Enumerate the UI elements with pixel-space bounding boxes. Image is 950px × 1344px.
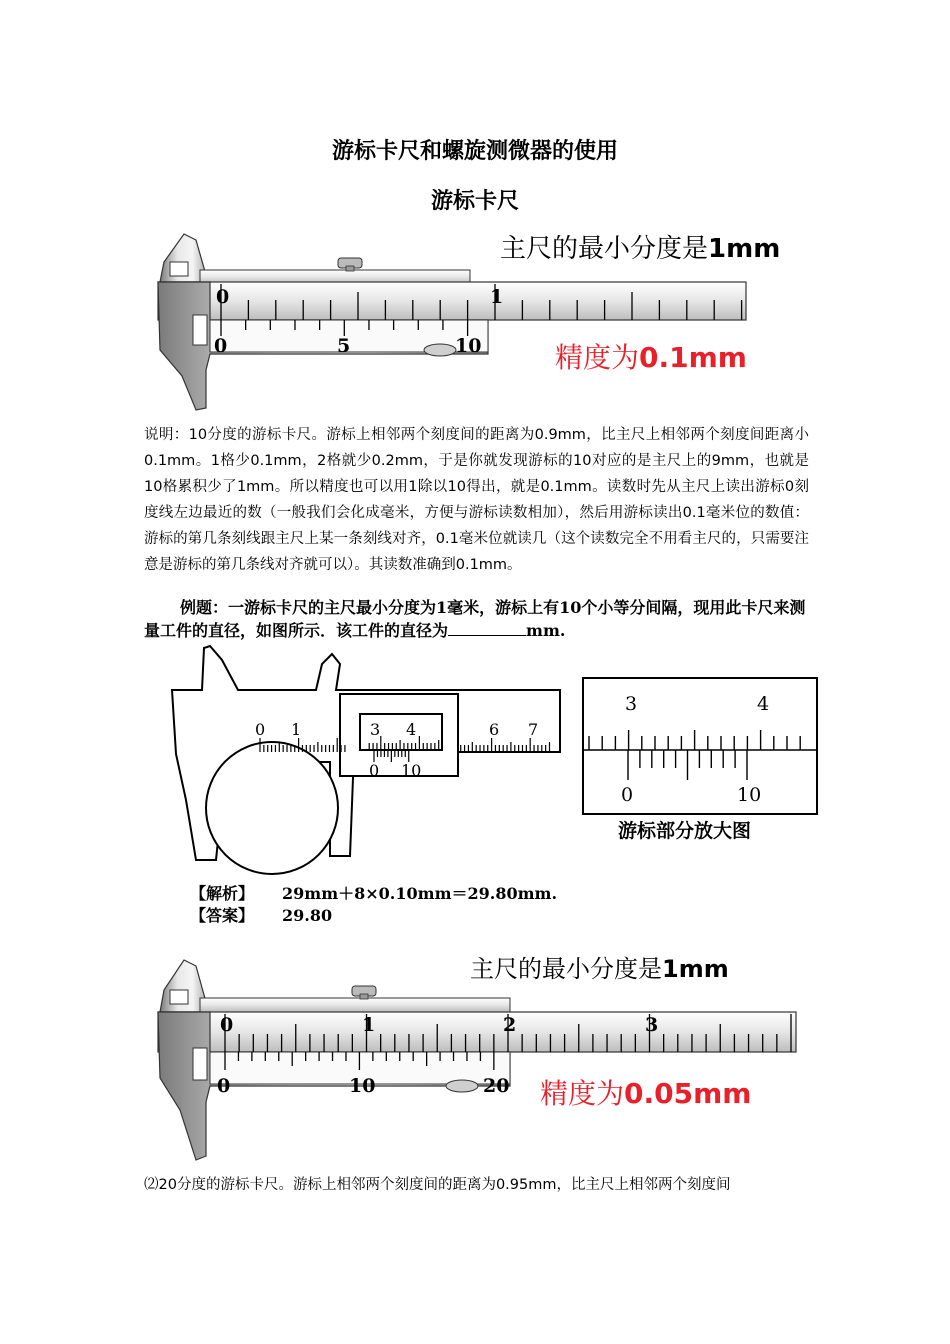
caliper3-body (158, 960, 796, 1160)
zoom-caption: 游标部分放大图 (618, 820, 752, 842)
zoom-vernier-number-10: 10 (737, 784, 762, 806)
example-zoom-view (583, 678, 817, 814)
explanation-paragraph-20-division: ⑵20分度的游标卡尺。游标上相邻两个刻度间的距离为0.95mm，比主尺上相邻两个刻度间 (144, 1177, 731, 1193)
example-vernier-number-0: 0 (369, 761, 380, 780)
analysis-tag: 【解析】 (190, 884, 255, 903)
solution-block (190, 883, 557, 927)
example-question-unit: mm. (526, 621, 566, 640)
caliper3-main-number-1: 1 (362, 1014, 376, 1036)
zoom-main-number-3: 3 (625, 693, 638, 715)
example-caliper-figure (172, 646, 560, 874)
example-main-number-7: 7 (528, 720, 539, 739)
example-main-number-4: 4 (406, 720, 417, 739)
answer-text: 29.80 (282, 906, 333, 925)
analysis-text: 29mm＋8×0.10mm＝29.80mm. (282, 884, 558, 903)
example-main-number-0: 0 (255, 720, 266, 739)
explanation-paragraph-10-division: 说明：10分度的游标卡尺。游标上相邻两个刻度间的距离为0.9mm，比主尺上相邻两个刻度间距离小0.1mm。1格少0.1mm，2格就少0.2mm，于是你就发现游标的10对应的是主尺上的9mm，也就是10格累积少了1mm。所以精度也可以用1除以10得出，就是0.1mm。读数时先从主尺上读出游标0刻度线左边最近的数（一般我们会化成毫米，方便与游标读数相加），然后用游标读出0.1毫米位的数值：游标的第几条刻线跟主尺上某一条刻线对齐，0.1毫米位就读几（这个读数完全不用看主尺的，只需要注意是游标的第几条线对齐就可以）。其读数准确到0.1mm。 (144, 427, 809, 573)
caliper1-main-number-0: 0 (216, 286, 230, 308)
caliper1-vernier-number-0: 0 (214, 335, 228, 357)
zoom-vernier-number-0: 0 (621, 784, 634, 806)
caliper3-precision-label: 精度为0.05mm (540, 1077, 752, 1110)
caliper3-vernier-number-20: 20 (483, 1075, 510, 1097)
example-main-number-6: 6 (489, 720, 500, 739)
caliper1-vernier-number-10: 10 (455, 335, 482, 357)
caliper3-main-scale-label: 主尺的最小分度是1mm (470, 955, 729, 983)
example-question (144, 596, 814, 642)
caliper1-main-scale-label: 主尺的最小分度是1mm (500, 234, 781, 264)
answer-tag: 【答案】 (190, 906, 255, 925)
caliper1-vernier-number-5: 5 (337, 335, 351, 357)
page-title: 游标卡尺和螺旋测微器的使用 (331, 138, 618, 164)
example-vernier-number-10: 10 (401, 761, 422, 780)
example-question-text: 例题：一游标卡尺的主尺最小分度为1毫米，游标上有10个小等分间隔，现用此卡尺来测量工件的直径，如图所示．该工件的直径为 (144, 598, 806, 640)
caliper3-main-number-0: 0 (220, 1014, 234, 1036)
caliper3-vernier-number-0: 0 (217, 1075, 231, 1097)
caliper3-main-number-2: 2 (503, 1014, 517, 1036)
example-main-number-3: 3 (370, 720, 381, 739)
example-main-number-1: 1 (291, 720, 302, 739)
answer-blank (448, 621, 526, 636)
zoom-main-number-4: 4 (757, 693, 770, 715)
caliper3-vernier-number-10: 10 (349, 1075, 376, 1097)
caliper1-precision-label: 精度为0.1mm (555, 341, 747, 374)
section-title: 游标卡尺 (430, 188, 519, 214)
caliper1-main-number-1: 1 (490, 286, 504, 308)
caliper3-main-number-3: 3 (645, 1014, 659, 1036)
